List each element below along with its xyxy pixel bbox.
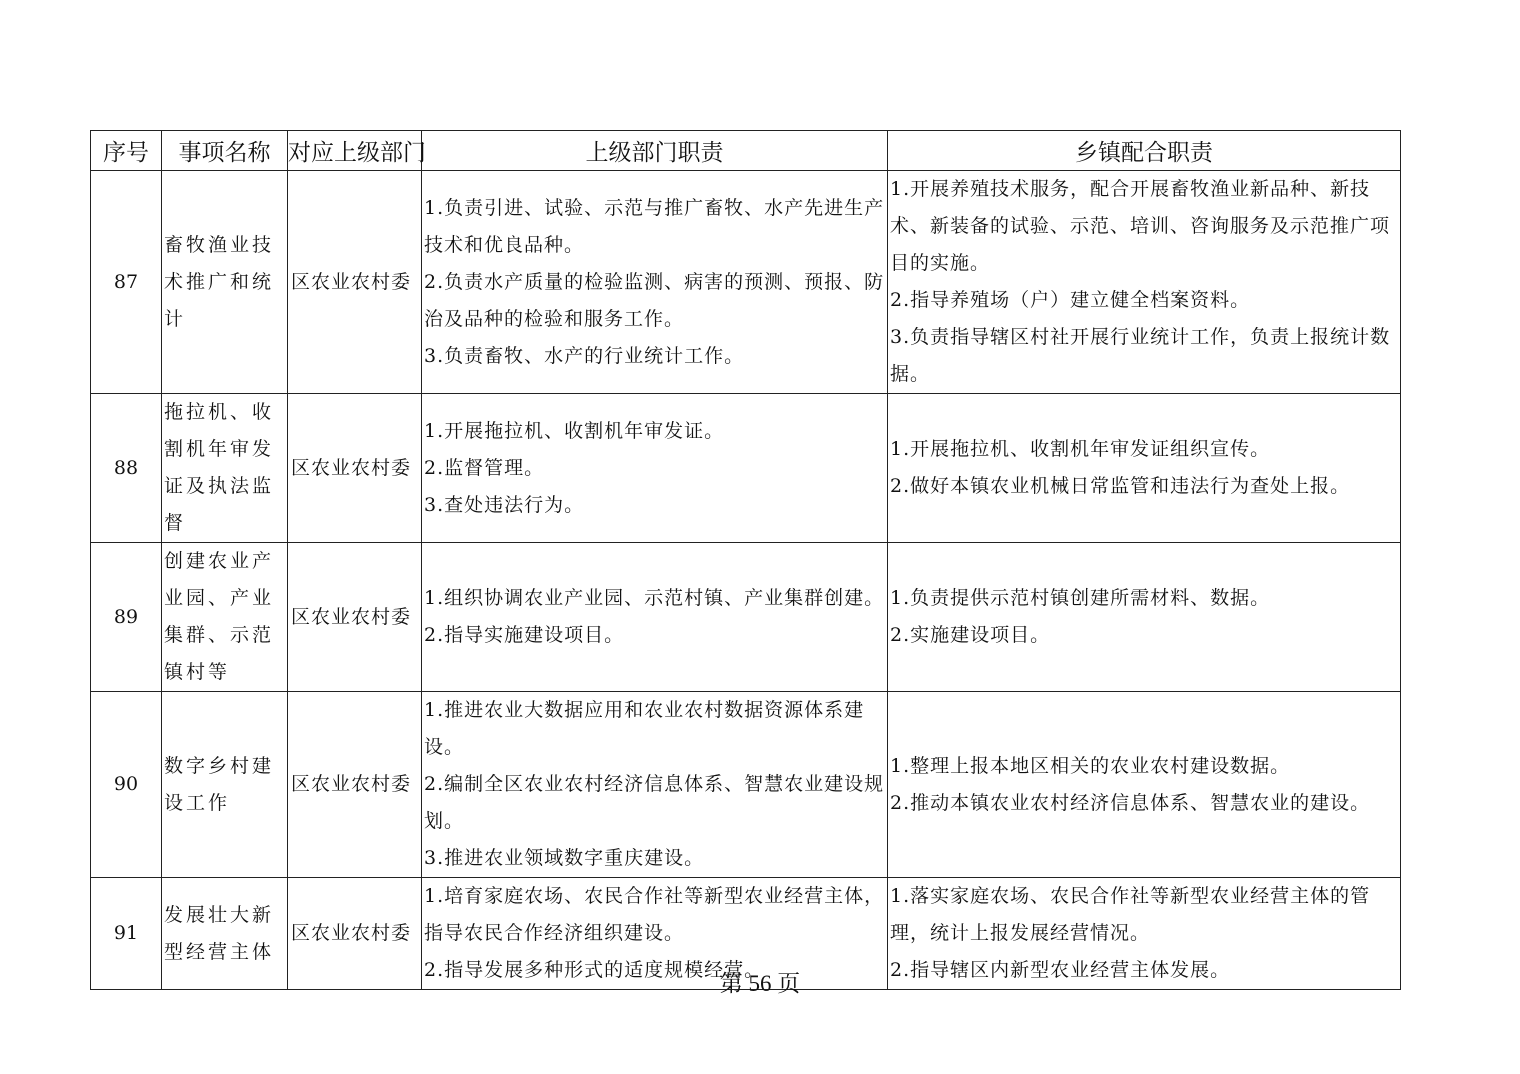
- table-row: [91, 543, 1401, 692]
- town-duty-item: 1.开展养殖技术服务，配合开展畜牧渔业新品种、新技术、新装备的试验、示范、培训、咨询服务及示范推广项目的实施。: [890, 178, 1391, 274]
- upper-duty-item: 3.查处违法行为。: [424, 493, 585, 516]
- upper-duty-item: 2.指导实施建设项目。: [424, 624, 625, 646]
- header-name: 事项名称: [162, 131, 288, 171]
- upper-duty-item: 1.培育家庭农场、农民合作社等新型农业经营主体，指导农民合作经济组织建设。: [424, 885, 885, 944]
- header-row: [91, 131, 1401, 171]
- header-dept: 对应上级部门: [288, 131, 422, 171]
- upper-duty-item: 3.负责畜牧、水产的行业统计工作。: [424, 344, 745, 367]
- row-number: 88: [91, 394, 162, 543]
- item-name: 创建农业产业园、产业集群、示范镇村等: [162, 543, 288, 692]
- header-town-duty: 乡镇配合职责: [888, 131, 1401, 171]
- upper-duty-cell: [422, 543, 888, 692]
- town-duty-cell: [888, 394, 1401, 543]
- dept-name: 区农业农村委: [288, 878, 422, 990]
- town-duty-item: 2.指导养殖场（户）建立健全档案资料。: [890, 289, 1251, 311]
- upper-duty-item: 1.开展拖拉机、收割机年审发证。: [424, 419, 725, 442]
- row-number: 89: [91, 543, 162, 692]
- upper-duty-cell: [422, 394, 888, 543]
- town-duty-item: 1.负责提供示范村镇创建所需材料、数据。: [890, 587, 1271, 609]
- upper-duty-item: 2.编制全区农业农村经济信息体系、智慧农业建设规划。: [424, 773, 885, 832]
- town-duty-cell: [888, 543, 1401, 692]
- town-duty-item: 3.负责指导辖区村社开展行业统计工作，负责上报统计数据。: [890, 326, 1391, 385]
- table-row: [91, 171, 1401, 394]
- item-name: 数字乡村建设工作: [162, 692, 288, 878]
- upper-duty-item: 2.指导发展多种形式的适度规模经营。: [424, 959, 765, 981]
- upper-duty-item: 2.负责水产质量的检验监测、病害的预测、预报、防治及品种的检验和服务工作。: [424, 270, 885, 330]
- town-duty-item: 1.整理上报本地区相关的农业农村建设数据。: [890, 754, 1291, 777]
- row-number: 90: [91, 692, 162, 878]
- upper-duty-item: 1.组织协调农业产业园、示范村镇、产业集群创建。: [424, 587, 885, 609]
- town-duty-cell: [888, 171, 1401, 394]
- header-upper-duty: 上级部门职责: [422, 131, 888, 171]
- item-name: 拖拉机、收割机年审发证及执法监督: [162, 394, 288, 543]
- dept-name: 区农业农村委: [288, 171, 422, 394]
- town-duty-item: 1.落实家庭农场、农民合作社等新型农业经营主体的管理，统计上报发展经营情况。: [890, 885, 1371, 944]
- dept-name: 区农业农村委: [288, 692, 422, 878]
- upper-duty-item: 2.监督管理。: [424, 456, 545, 479]
- header-no: 序号: [91, 131, 162, 171]
- upper-duty-cell: [422, 171, 888, 394]
- page-number: 第 56 页: [719, 971, 801, 996]
- table-row: [91, 394, 1401, 543]
- town-duty-item: 2.做好本镇农业机械日常监管和违法行为查处上报。: [890, 475, 1351, 497]
- duty-table: [90, 130, 1401, 990]
- table-row: [91, 692, 1401, 878]
- upper-duty-item: 3.推进农业领域数字重庆建设。: [424, 847, 705, 869]
- upper-duty-item: 1.负责引进、试验、示范与推广畜牧、水产先进生产技术和优良品种。: [424, 196, 885, 256]
- town-duty-item: 2.推动本镇农业农村经济信息体系、智慧农业的建设。: [890, 791, 1371, 814]
- upper-duty-cell: [422, 692, 888, 878]
- row-number: 91: [91, 878, 162, 990]
- item-name: 畜牧渔业技术推广和统计: [162, 171, 288, 394]
- row-number: 87: [91, 171, 162, 394]
- dept-name: 区农业农村委: [288, 543, 422, 692]
- town-duty-item: 2.指导辖区内新型农业经营主体发展。: [890, 959, 1231, 981]
- town-duty-cell: [888, 692, 1401, 878]
- item-name: 发展壮大新型经营主体: [162, 878, 288, 990]
- upper-duty-item: 1.推进农业大数据应用和农业农村数据资源体系建设。: [424, 699, 865, 758]
- town-duty-item: 2.实施建设项目。: [890, 624, 1051, 646]
- town-duty-item: 1.开展拖拉机、收割机年审发证组织宣传。: [890, 438, 1271, 460]
- dept-name: 区农业农村委: [288, 394, 422, 543]
